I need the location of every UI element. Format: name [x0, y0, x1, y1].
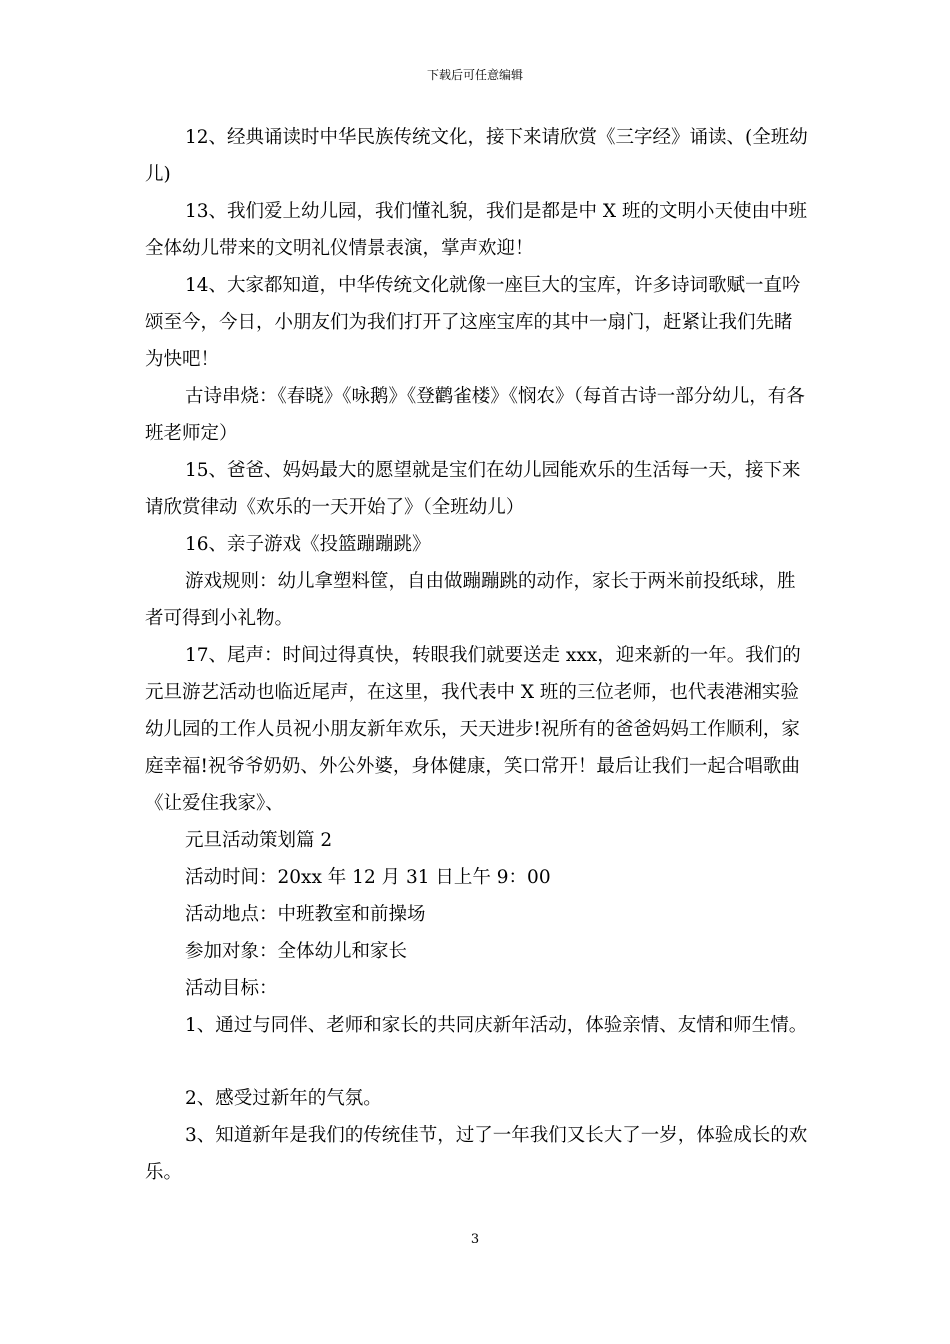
activity-location: 活动地点：中班教室和前操场 — [185, 904, 426, 925]
paragraph-game-rules: 游戏规则：幼儿拿塑料筐，自由做蹦蹦跳的动作，家长于两米前投纸球，胜者可得到小礼物。 — [145, 571, 796, 629]
paragraph-poems: 古诗串烧：《春晓》《咏鹅》《登鹳雀楼》《悯农》（每首古诗一部分幼儿，有各班老师定） — [145, 386, 805, 444]
paragraph-16: 16、亲子游戏《投篮蹦蹦跳》 — [185, 534, 431, 555]
activity-goals-heading: 活动目标： — [185, 978, 278, 999]
paragraph-13: 13、我们爱上幼儿园，我们懂礼貌，我们是都是中 X 班的文明小天使由中班全体幼儿带来的文明礼仪情景表演，掌声欢迎！ — [145, 201, 807, 259]
paragraph-17: 17、尾声：时间过得真快，转眼我们就要送走 xxx，迎来新的一年。我们的元旦游艺活动也临近尾声，在这里，我代表中 X 班的三位老师，也代表港湘实验幼儿园的工作人员祝小朋友新年欢乐，天天进步!祝所有的爸爸妈妈工作顺利，家庭幸福!祝爷爷奶奶、外公外婆，身体健康，笑口常开！最后让我们一起合唱歌曲《让爱住我家》、 — [145, 645, 801, 814]
paragraph-15: 15、爸爸、妈妈最大的愿望就是宝们在幼儿园能欢乐的生活每一天，接下来请欣赏律动《欢乐的一天开始了》（全班幼儿） — [145, 460, 801, 518]
document-body — [145, 119, 810, 1191]
page-header: 下载后可任意编辑 — [426, 68, 523, 82]
paragraph-12: 12、经典诵读时中华民族传统文化，接下来请欣赏《三字经》诵读、(全班幼儿) — [145, 127, 808, 185]
goal-2: 2、感受过新年的气氛。 — [185, 1088, 382, 1109]
section-title: 元旦活动策划篇 2 — [185, 830, 333, 851]
participants: 参加对象：全体幼儿和家长 — [185, 941, 408, 962]
goal-3: 3、知道新年是我们的传统佳节，过了一年我们又长大了一岁，体验成长的欢乐。 — [145, 1125, 808, 1183]
paragraph-14: 14、大家都知道，中华传统文化就像一座巨大的宝库，许多诗词歌赋一直吟颂至今，今日，小朋友们为我们打开了这座宝库的其中一扇门，赶紧让我们先睹为快吧！ — [145, 275, 801, 370]
page-number: 3 — [470, 1232, 480, 1247]
goal-1: 1、通过与同伴、老师和家长的共同庆新年活动，体验亲情、友情和师生情。 — [185, 1015, 808, 1036]
activity-time: 活动时间：20xx 年 12 月 31 日上午 9：00 — [185, 867, 551, 888]
blank-line — [145, 1044, 810, 1080]
